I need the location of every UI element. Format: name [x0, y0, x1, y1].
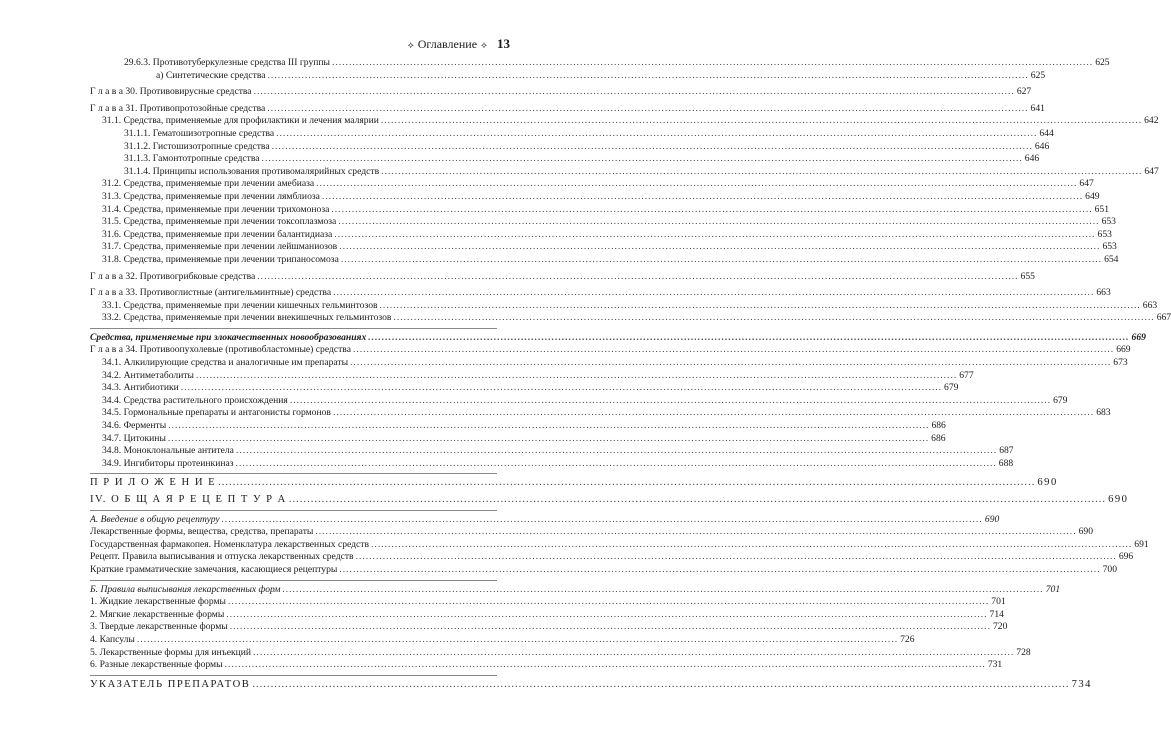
toc-entry[interactable] [90, 69, 1046, 83]
dot-leader [350, 357, 1111, 370]
dot-leader [380, 300, 1141, 313]
page-number: 13 [497, 36, 510, 51]
toc-entry[interactable] [90, 457, 1014, 471]
dot-leader [272, 141, 1033, 154]
dot-leader [230, 621, 991, 634]
toc-entry-page: 653 [1101, 216, 1116, 228]
dot-leader [353, 344, 1114, 357]
toc-entry-page: 690 [1078, 526, 1093, 538]
toc-entry-title: Лекарственные формы, вещества, средства, препараты [90, 526, 314, 538]
dot-leader [222, 514, 983, 527]
toc-entry-page: 683 [1096, 407, 1111, 419]
toc-entry-title: 31.1. Средства, применяемые для профилактики и лечения малярии [102, 115, 379, 127]
toc-entry[interactable] [90, 153, 1040, 166]
toc-entry-title: а) Синтетические средства [156, 69, 266, 81]
toc-entry-title: Рецепт. Правила выписывания и отпуска лекарственных средств [90, 551, 354, 563]
toc-entry-page: 641 [1030, 102, 1045, 114]
section-divider [90, 675, 497, 676]
toc-entry[interactable] [90, 420, 946, 433]
dot-leader [268, 70, 1029, 83]
toc-entry-page: 688 [998, 457, 1014, 469]
toc-entry-page: 734 [1071, 678, 1092, 690]
dot-leader [267, 103, 1028, 116]
toc-entry-page: 667 [1156, 312, 1171, 324]
toc-entry-page: 647 [1144, 165, 1159, 177]
toc-entry[interactable] [90, 312, 1171, 325]
dot-leader [289, 494, 1106, 507]
toc-entry-page: 701 [991, 596, 1006, 608]
toc-entry[interactable] [90, 241, 1117, 254]
toc-entry[interactable] [90, 344, 1131, 357]
toc-entry-title: 33.1. Средства, применяемые при лечении кишечных гельминтозов [102, 299, 378, 311]
dot-leader [276, 128, 1037, 141]
toc-entry-page: 696 [1118, 551, 1134, 563]
toc-entry-page: 687 [999, 445, 1014, 457]
toc-entry-page: 690 [984, 513, 1000, 525]
dot-leader [381, 166, 1142, 179]
toc-entry-title: А. Введение в общую рецептуру [90, 513, 220, 525]
toc-entry[interactable] [90, 563, 1117, 577]
toc-entry-page: 669 [1131, 331, 1146, 343]
toc-entry-page: 677 [959, 369, 974, 381]
dot-leader [252, 679, 1069, 692]
toc-entry-title: 34.9. Ингибиторы протеинкиназ [102, 457, 234, 469]
toc-entry[interactable] [90, 253, 1119, 267]
toc-entry[interactable] [90, 445, 1014, 458]
dot-leader [316, 178, 1077, 191]
section-divider [90, 328, 497, 329]
toc-entry-title: 34.2. Антиметаболиты [102, 369, 194, 381]
section-title: Оглавление [417, 37, 478, 51]
toc-entry[interactable] [90, 596, 1006, 609]
toc-entry-title: Б. Правила выписывания лекарственных форм [90, 583, 281, 595]
toc-entry-title: 34.8. Моноклональные антитела [102, 445, 234, 457]
toc-entry[interactable] [90, 127, 1054, 141]
dot-leader [226, 609, 987, 622]
toc-entry-title: 29.6.3. Противотуберкулезные средства III группы [124, 57, 330, 68]
toc-entry[interactable] [90, 86, 1032, 99]
toc-entry[interactable] [90, 621, 1008, 634]
toc-entry-title: 5. Лекарственные формы для инъекций [90, 646, 252, 658]
section-divider [90, 580, 497, 581]
toc-entry-title: 31.2. Средства, применяемые при лечении амебиаза [102, 178, 315, 190]
toc-entry-page: 690 [1037, 477, 1058, 489]
toc-entry-page: 651 [1094, 203, 1110, 215]
dot-leader [168, 433, 929, 446]
toc-entry[interactable] [90, 608, 1004, 622]
toc-entry-title: 31.1.3. Гамонтотропные средства [124, 153, 260, 165]
ornament-left-icon: ⟡ [407, 40, 414, 50]
toc-entry-title: 31.1.4. Принципы использования противомалярийных средств [124, 165, 380, 177]
toc-entry[interactable] [90, 165, 1159, 179]
dot-leader [356, 551, 1117, 564]
toc-entry-title: 31.1.1. Гематошизотропные средства [124, 127, 275, 139]
toc-entry-page: 691 [1134, 538, 1149, 550]
dot-leader [290, 395, 1051, 408]
dot-leader [225, 659, 986, 672]
toc-entry-title: 6. Разные лекарственные формы [90, 659, 223, 671]
toc-entry-page: 653 [1097, 228, 1112, 240]
dot-leader [282, 584, 1043, 597]
toc-entry[interactable] [90, 513, 1000, 527]
toc-entry-title: 4. Капсулы [90, 633, 135, 645]
toc-entry-title: 31.7. Средства, применяемые при лечении лейшманиозов [102, 241, 338, 253]
toc-entry[interactable] [90, 678, 1092, 692]
toc-entry-page: 655 [1020, 270, 1035, 282]
toc-entry-title: 34.5. Гормональные препараты и антагонисты гормонов [102, 407, 331, 419]
toc-entry-page: 726 [900, 633, 915, 645]
toc-entry-page: 625 [1095, 57, 1110, 68]
ornament-right-icon: ⟡ [481, 40, 487, 50]
dot-leader [322, 191, 1083, 204]
dot-leader [253, 647, 1014, 660]
toc-entry[interactable] [90, 228, 1112, 242]
toc-entry[interactable] [90, 646, 1031, 660]
dot-leader [393, 312, 1154, 325]
dot-leader [331, 204, 1092, 217]
toc-entry[interactable] [90, 633, 915, 647]
toc-entry[interactable] [90, 57, 1110, 70]
toc-entry-title: Г л а в а 34. Противоопухолевые (противобластомные) средства [90, 344, 351, 356]
toc-entry-page: 686 [931, 432, 946, 444]
toc-entry-page: 679 [944, 382, 959, 394]
toc-entry[interactable] [90, 357, 1128, 370]
dot-leader [262, 153, 1023, 166]
toc-entry-page: 627 [1016, 86, 1032, 98]
toc-entry-page: 646 [1024, 153, 1040, 165]
toc-entry-page: 701 [1045, 583, 1061, 595]
toc-entry-title: 3. Твердые лекарственные формы [90, 621, 228, 633]
toc-entry[interactable] [90, 526, 1093, 539]
dot-leader [381, 115, 1142, 128]
dot-leader [196, 370, 957, 383]
toc-entry-title: 33.2. Средства, применяемые при лечении внекишечных гельминтозов [102, 312, 392, 324]
running-header [408, 36, 510, 52]
dot-leader [254, 86, 1015, 99]
toc-entry[interactable] [90, 140, 1050, 154]
toc-entry[interactable] [90, 407, 1111, 420]
toc-entry-title: Средства, применяемые при злокачественных новообразованиях [90, 331, 367, 343]
toc-entry-title: Краткие грамматические замечания, касающиеся рецептуры [90, 563, 338, 575]
toc-entry-page: 663 [1096, 287, 1111, 299]
toc-entry-title: 2. Мягкие лекарственные формы [90, 608, 225, 620]
toc-entry[interactable] [90, 494, 1129, 507]
dot-leader [339, 564, 1100, 577]
toc-entry[interactable] [90, 551, 1134, 564]
dot-leader [168, 420, 929, 433]
toc-entry-page: 669 [1116, 344, 1131, 356]
toc-entry-title: 31.6. Средства, применяемые при лечении балантидиаза [102, 228, 333, 240]
dot-leader [368, 332, 1129, 345]
toc-entry-title: 1. Жидкие лекарственные формы [90, 596, 227, 608]
toc-entry-page: 642 [1144, 115, 1159, 127]
dot-leader [333, 407, 1094, 420]
toc-entry-title: 31.3. Средства, применяемые при лечении лямблиоза [102, 190, 320, 202]
toc-entry[interactable] [90, 299, 1158, 313]
toc-entry-title: 34.7. Цитокины [102, 432, 166, 444]
toc-entry-title: 34.4. Средства растительного происхождения [102, 394, 288, 406]
dot-leader [315, 526, 1076, 539]
toc-entry-title: 31.4. Средства, применяемые при лечении трихомоноза [102, 203, 330, 215]
toc-entry-title: 34.3. Антибиотики [102, 382, 179, 394]
toc-entry[interactable] [90, 287, 1111, 300]
toc-entry[interactable] [90, 115, 1159, 128]
toc-entry-page: 720 [992, 621, 1008, 633]
toc-entry[interactable] [90, 190, 1100, 204]
toc-entry-page: 673 [1113, 357, 1128, 369]
toc-entry[interactable] [90, 270, 1035, 284]
toc-entry-page: 647 [1079, 178, 1094, 190]
section-divider [90, 510, 497, 511]
toc-entry-title: УКАЗАТЕЛЬ ПРЕПАРАТОВ [90, 678, 251, 690]
table-of-contents [90, 57, 1171, 691]
toc-entry-page: 686 [931, 420, 946, 432]
toc-entry[interactable] [90, 102, 1045, 116]
toc-entry[interactable] [90, 331, 1146, 345]
toc-entry[interactable] [90, 477, 1058, 490]
toc-entry[interactable] [90, 538, 1149, 552]
toc-entry-title: 34.1. Алкилирующие средства и аналогичные им препараты [102, 357, 349, 369]
toc-entry[interactable] [90, 203, 1110, 217]
toc-entry[interactable] [90, 394, 1068, 408]
toc-entry-page: 690 [1108, 494, 1129, 505]
toc-entry-page: 644 [1039, 127, 1054, 139]
toc-entry[interactable] [90, 432, 946, 446]
dot-leader [181, 382, 942, 395]
toc-entry-title: 31.8. Средства, применяемые при лечении трипаносомоза [102, 253, 339, 265]
toc-entry-page: 714 [989, 608, 1004, 620]
dot-leader [218, 477, 1035, 490]
toc-entry-title: Государственная фармакопея. Номенклатура лекарственных средств [90, 538, 370, 550]
dot-leader [228, 596, 989, 609]
dot-leader [333, 287, 1094, 300]
toc-entry-page: 646 [1034, 140, 1050, 152]
toc-entry[interactable] [90, 382, 959, 395]
toc-entry-page: 731 [987, 659, 1003, 671]
toc-entry-page: 679 [1053, 394, 1068, 406]
toc-entry-title: Г л а в а 33. Противоглистные (антигельминтные) средства [90, 287, 332, 299]
toc-entry-title: 31.5. Средства, применяемые при лечении токсоплазмоза [102, 216, 337, 228]
section-divider [90, 473, 497, 474]
toc-entry-page: 625 [1030, 69, 1046, 81]
toc-entry-page: 728 [1016, 646, 1031, 658]
dot-leader [334, 229, 1095, 242]
dot-leader [257, 271, 1018, 284]
toc-entry[interactable] [90, 583, 1061, 597]
dot-leader [341, 254, 1102, 267]
dot-leader [236, 445, 997, 458]
toc-entry-page: 649 [1085, 190, 1100, 202]
dot-leader [339, 241, 1100, 254]
toc-entry-page: 654 [1104, 253, 1119, 265]
dot-leader [137, 634, 898, 647]
toc-entry-title: Г л а в а 31. Противопротозойные средства [90, 102, 266, 114]
toc-entry-title: П Р И Л О Ж Е Н И Е [90, 477, 217, 489]
toc-entry-page: 653 [1102, 241, 1117, 253]
dot-leader [371, 539, 1132, 552]
toc-entry-title: Г л а в а 32. Противогрибковые средства [90, 270, 256, 282]
toc-entry[interactable] [90, 216, 1116, 229]
toc-entry[interactable] [90, 369, 974, 383]
toc-entry[interactable] [90, 659, 1003, 672]
toc-entry[interactable] [90, 178, 1094, 191]
toc-entry-title: 34.6. Ферменты [102, 420, 167, 432]
toc-entry-page: 663 [1142, 299, 1158, 311]
dot-leader [236, 458, 997, 471]
toc-entry-title: Г л а в а 30. Противовирусные средства [90, 86, 252, 98]
toc-entry-title: IV. О Б Щ А Я Р Е Ц Е П Т У Р А [90, 494, 287, 505]
dot-leader [338, 216, 1099, 229]
toc-entry-page: 700 [1102, 563, 1117, 575]
toc-entry-title: 31.1.2. Гистошизотропные средства [124, 140, 270, 152]
dot-leader [332, 57, 1093, 70]
